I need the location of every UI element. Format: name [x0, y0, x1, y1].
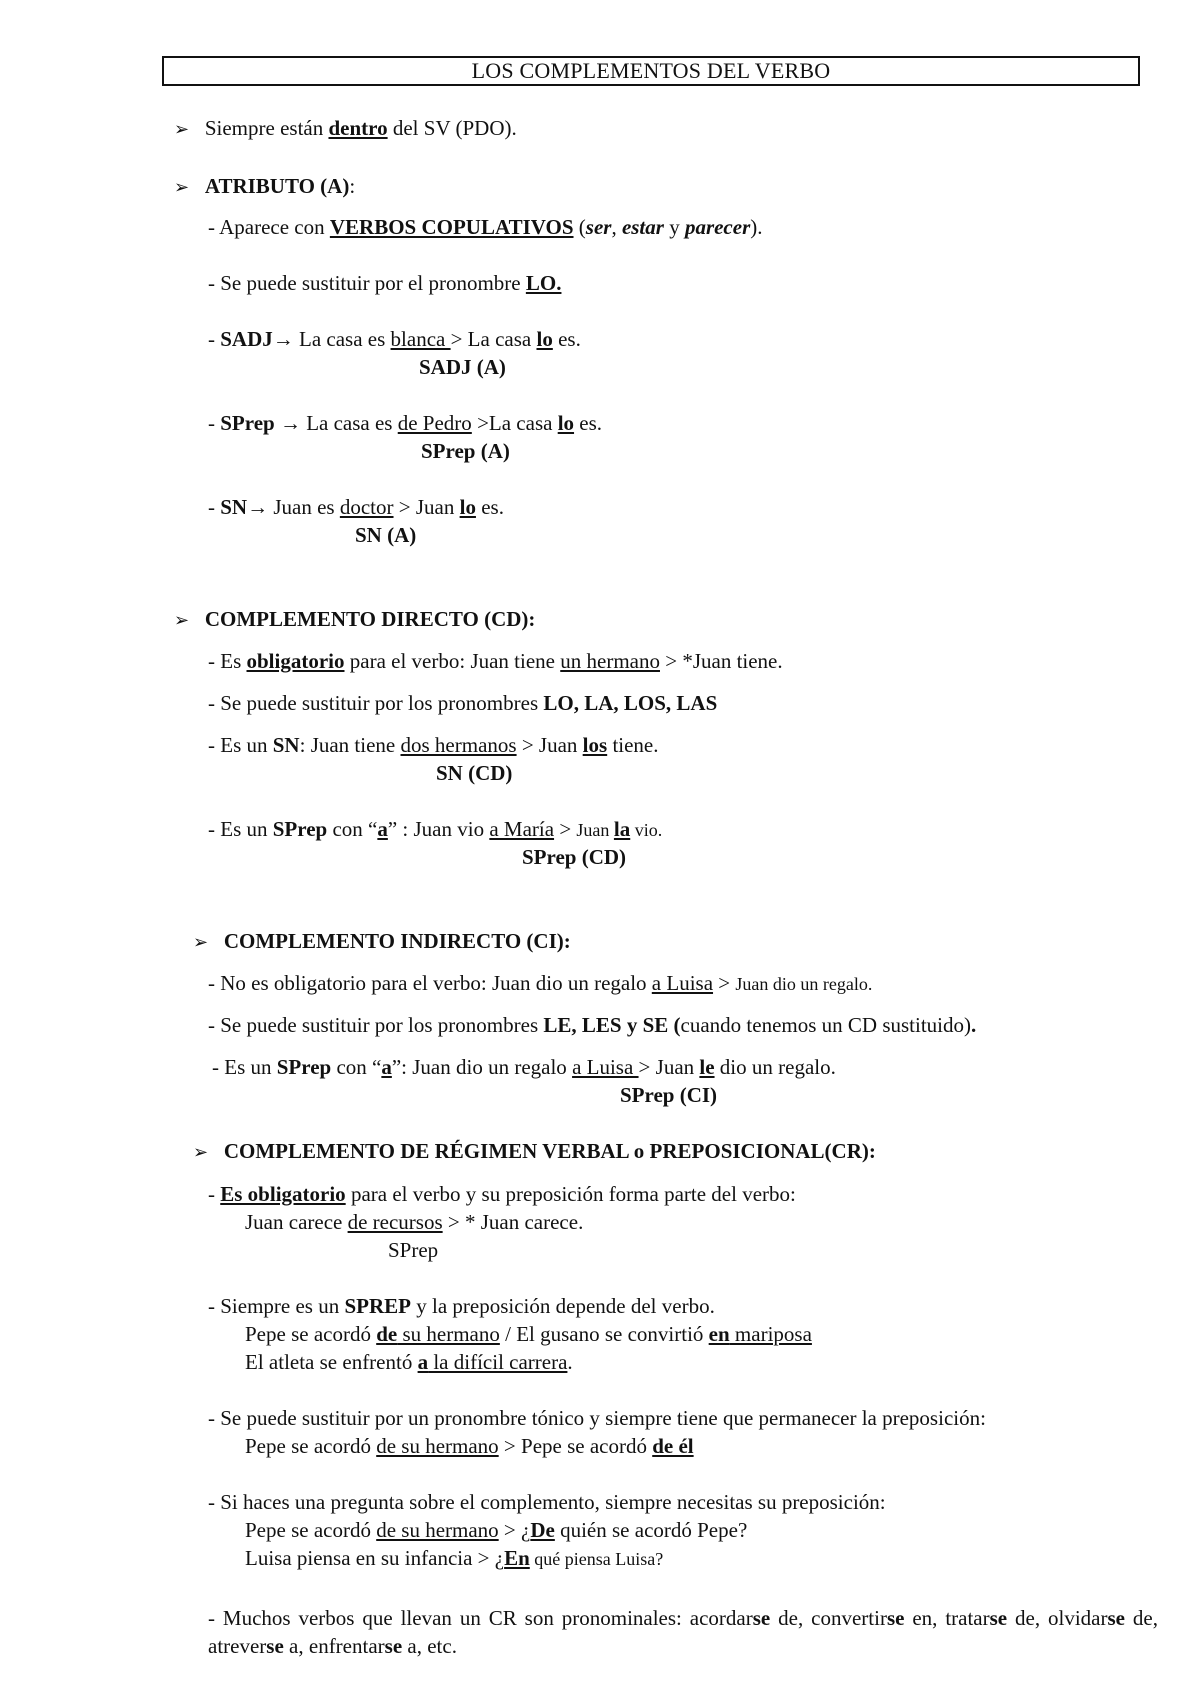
atributo-line-2: - Se puede sustituir por el pronombre LO.	[208, 271, 562, 295]
cr-line-3-example: Pepe se acordó de su hermano > Pepe se acordó de él	[245, 1434, 694, 1458]
cr-line-5: - Muchos verbos que llevan un CR son pronominales: acordarse de, convertirse en, tratarse de, olvidarse de, atreverse a, enfrentarse a, etc.	[208, 1606, 1158, 1658]
cr-line-2-example-2: El atleta se enfrentó a la difícil carrera.	[245, 1350, 573, 1374]
cd-line-4: - Es un SPrep con “a” : Juan vio a María > Juan la vio.	[208, 817, 663, 841]
cr-line-2: - Siempre es un SPREP y la preposición depende del verbo.	[208, 1294, 715, 1318]
ci-line-2: - Se puede sustituir por los pronombres LE, LES y SE (cuando tenemos un CD sustituido).	[208, 1013, 977, 1037]
cr-line-4-example-1: Pepe se acordó de su hermano > ¿De quién se acordó Pepe?	[245, 1518, 748, 1542]
intro-line: ➢ Siempre están dentro del SV (PDO).	[174, 116, 517, 140]
bullet-arrow-icon: ➢	[174, 119, 190, 139]
cd-line-1: - Es obligatorio para el verbo: Juan tiene un hermano > *Juan tiene.	[208, 649, 783, 673]
cd-tag-sn: SN (CD)	[436, 761, 513, 785]
cd-line-2: - Se puede sustituir por los pronombres LO, LA, LOS, LAS	[208, 691, 718, 715]
ci-line-3: - Es un SPrep con “a”: Juan dio un regalo a Luisa > Juan le dio un regalo.	[212, 1055, 836, 1079]
cr-line-1-example: Juan carece de recursos > * Juan carece.	[245, 1210, 584, 1234]
atributo-line-1: - Aparece con VERBOS COPULATIVOS (ser, estar y parecer).	[208, 215, 763, 239]
ci-line-1: - No es obligatorio para el verbo: Juan dio un regalo a Luisa > Juan dio un regalo.	[208, 971, 873, 995]
cr-line-4: - Si haces una pregunta sobre el complemento, siempre necesitas su preposición:	[208, 1490, 886, 1514]
atributo-line-4: - SPrep → La casa es de Pedro >La casa lo es.	[208, 411, 603, 435]
cr-line-2-example-1: Pepe se acordó de su hermano / El gusano se convirtió en mariposa	[245, 1322, 812, 1346]
atributo-line-5: - SN→ Juan es doctor > Juan lo es.	[208, 495, 504, 519]
atributo-line-3: - SADJ→ La casa es blanca > La casa lo es.	[208, 327, 581, 351]
section-heading-atributo: ➢ ATRIBUTO (A):	[174, 174, 356, 198]
atributo-tag-sadj: SADJ (A)	[419, 355, 506, 379]
page-title: LOS COMPLEMENTOS DEL VERBO	[162, 56, 1140, 86]
cr-line-1: - Es obligatorio para el verbo y su preposición forma parte del verbo:	[208, 1182, 796, 1206]
ci-tag-sprep: SPrep (CI)	[620, 1083, 718, 1107]
bullet-arrow-icon: ➢	[174, 610, 190, 630]
section-heading-ci: ➢ COMPLEMENTO INDIRECTO (CI):	[193, 929, 571, 953]
atributo-tag-sprep: SPrep (A)	[421, 439, 510, 463]
cd-line-3: - Es un SN: Juan tiene dos hermanos > Juan los tiene.	[208, 733, 659, 757]
cd-tag-sprep: SPrep (CD)	[522, 845, 627, 869]
cr-line-4-example-2: Luisa piensa en su infancia > ¿En qué piensa Luisa?	[245, 1546, 664, 1570]
section-heading-cr: ➢ COMPLEMENTO DE RÉGIMEN VERBAL o PREPOSICIONAL(CR):	[193, 1139, 876, 1163]
cr-tag-sprep: SPrep	[388, 1238, 439, 1262]
cr-line-3: - Se puede sustituir por un pronombre tónico y siempre tiene que permanecer la preposición:	[208, 1406, 986, 1430]
atributo-tag-sn: SN (A)	[355, 523, 417, 547]
bullet-arrow-icon: ➢	[193, 932, 209, 952]
bullet-arrow-icon: ➢	[174, 177, 190, 197]
section-heading-cd: ➢ COMPLEMENTO DIRECTO (CD):	[174, 607, 536, 631]
bullet-arrow-icon: ➢	[193, 1142, 209, 1162]
